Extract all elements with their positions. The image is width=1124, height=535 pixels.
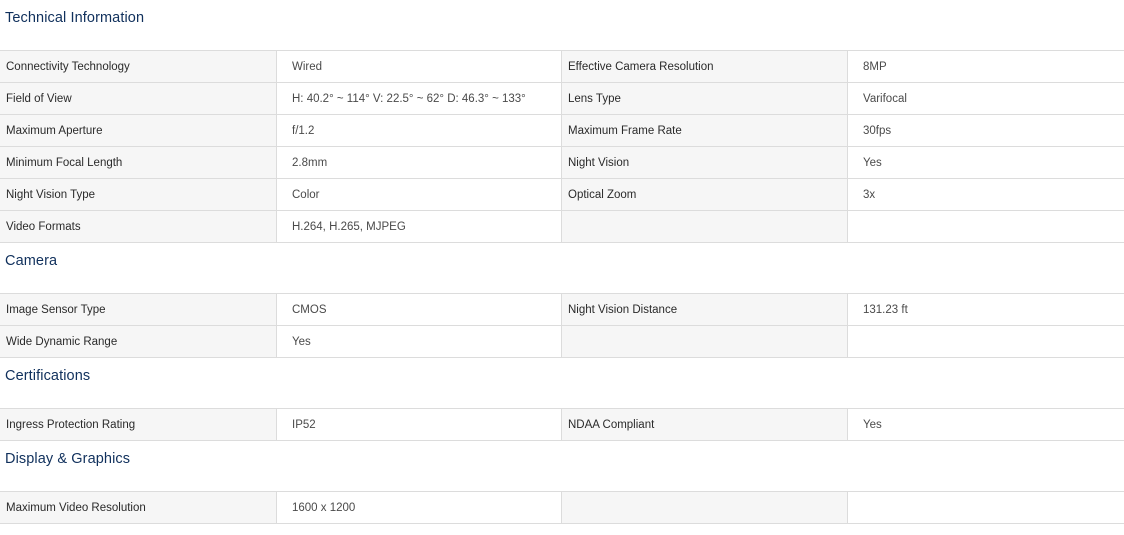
spec-value	[848, 211, 1124, 242]
spec-label: Night Vision Type	[0, 179, 277, 210]
spec-label: Optical Zoom	[562, 179, 848, 210]
spec-label: Night Vision	[562, 147, 848, 178]
spec-label: Maximum Video Resolution	[0, 492, 277, 523]
spec-label: Field of View	[0, 83, 277, 114]
spec-label: Minimum Focal Length	[0, 147, 277, 178]
table-row	[0, 83, 1124, 115]
section-title: Certifications	[5, 368, 91, 384]
section-title: Display & Graphics	[5, 451, 131, 467]
spec-value: H: 40.2° ~ 114° V: 22.5° ~ 62° D: 46.3° ~ 133°	[277, 83, 562, 114]
spec-value: Yes	[277, 326, 562, 357]
table-row	[0, 179, 1124, 211]
spec-value: IP52	[277, 409, 562, 440]
spec-value: f/1.2	[277, 115, 562, 146]
spec-value: CMOS	[277, 294, 562, 325]
spec-value: Yes	[848, 409, 1124, 440]
table-row	[0, 492, 1124, 524]
spec-label: Ingress Protection Rating	[0, 409, 277, 440]
spec-section-certifications	[0, 358, 1124, 441]
spec-label: Image Sensor Type	[0, 294, 277, 325]
table-row	[0, 147, 1124, 179]
table-row	[0, 115, 1124, 147]
table-row	[0, 51, 1124, 83]
spec-section-technical-information	[0, 0, 1124, 243]
spec-value: Varifocal	[848, 83, 1124, 114]
spec-value: 30fps	[848, 115, 1124, 146]
spec-value: 3x	[848, 179, 1124, 210]
spec-label: Connectivity Technology	[0, 51, 277, 82]
spec-label	[562, 211, 848, 242]
spec-label: Maximum Aperture	[0, 115, 277, 146]
spec-label: Wide Dynamic Range	[0, 326, 277, 357]
spec-value: 2.8mm	[277, 147, 562, 178]
spec-table	[0, 50, 1124, 243]
spec-value: 8MP	[848, 51, 1124, 82]
table-row	[0, 409, 1124, 441]
spec-label	[562, 326, 848, 357]
spec-value: 1600 x 1200	[277, 492, 562, 523]
spec-label: Effective Camera Resolution	[562, 51, 848, 82]
table-row	[0, 294, 1124, 326]
spec-value	[848, 492, 1124, 523]
spec-label: Maximum Frame Rate	[562, 115, 848, 146]
spec-value: Yes	[848, 147, 1124, 178]
section-title: Camera	[5, 253, 58, 269]
spec-label: NDAA Compliant	[562, 409, 848, 440]
spec-value: 131.23 ft	[848, 294, 1124, 325]
spec-section-camera	[0, 243, 1124, 358]
section-title: Technical Information	[5, 10, 145, 26]
spec-section-display-graphics	[0, 441, 1124, 524]
spec-value: Color	[277, 179, 562, 210]
table-row	[0, 326, 1124, 358]
spec-table	[0, 491, 1124, 524]
spec-label: Video Formats	[0, 211, 277, 242]
spec-value: H.264, H.265, MJPEG	[277, 211, 562, 242]
table-row	[0, 211, 1124, 243]
spec-label	[562, 492, 848, 523]
spec-label: Lens Type	[562, 83, 848, 114]
spec-label: Night Vision Distance	[562, 294, 848, 325]
spec-table	[0, 408, 1124, 441]
spec-value	[848, 326, 1124, 357]
spec-table	[0, 293, 1124, 358]
spec-value: Wired	[277, 51, 562, 82]
